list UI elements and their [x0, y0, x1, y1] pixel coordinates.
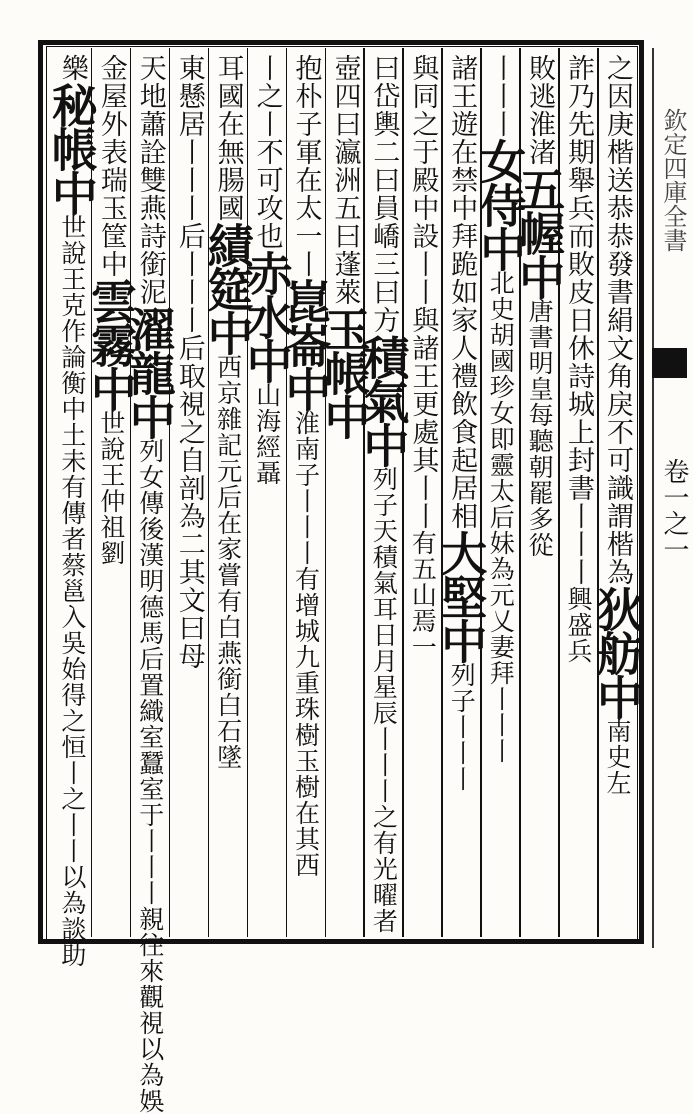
- body-text: 敗逃淮渚: [524, 54, 556, 166]
- body-text: 丨丨丨: [485, 54, 517, 138]
- body-text: 金屋外表瑞玉筐中: [95, 54, 127, 278]
- text-column: [122, 54, 177, 1114]
- fishtail-mark: [652, 348, 687, 378]
- entry-heading: 狄舫中: [589, 586, 644, 718]
- body-text: 曰岱輿二曰員嶠三曰方: [368, 54, 400, 334]
- entry-heading: 濯龍中: [122, 306, 177, 438]
- annotation-text: 興盛兵: [564, 586, 594, 664]
- annotation-text: 山海經聶: [252, 382, 282, 486]
- body-text: 諸王遊在禁中拜跪如家人禮飲食起居相: [446, 54, 478, 530]
- side-margin: [652, 48, 687, 948]
- entry-heading: 女侍中: [473, 138, 528, 270]
- body-text: 東懸居丨丨丨后丨丨丨后取視之自剖為二其文曰母: [173, 54, 205, 670]
- body-text: 與同之于殿中設丨丨與諸王更處其丨丨: [407, 54, 439, 530]
- annotation-text: 南史左: [602, 718, 632, 796]
- text-column: [403, 54, 440, 934]
- annotation-text: 列子丨丨丨: [447, 662, 477, 792]
- body-text: 耳國在無腸國: [212, 54, 244, 222]
- entry-heading: 大堅中: [434, 530, 489, 662]
- body-text: 壺四曰瀛洲五曰蓬萊: [329, 54, 361, 306]
- annotation-text: 唐書明皇每聽朝罷多從: [525, 298, 555, 558]
- text-column: [317, 54, 372, 934]
- text-column: [589, 54, 644, 934]
- text-column: [200, 54, 255, 934]
- book-title-fragment: 欽定四庫全書: [659, 108, 687, 252]
- text-column: [356, 54, 411, 934]
- entry-heading: 積氣中: [356, 334, 411, 466]
- body-text: 抱朴子軍在太一丨: [290, 54, 322, 278]
- body-text: 天地蕭詮雙燕詩銜泥: [134, 54, 166, 306]
- text-column: [44, 54, 99, 968]
- entry-heading: 玉帳中: [317, 306, 372, 438]
- annotation-text: 列女傳後漢明德馬后置織室蠶室于丨丨丨親往來觀視以為娛: [135, 438, 165, 1114]
- text-column: [434, 54, 489, 934]
- body-text: 詐乃先期舉兵而敗皮日休詩城上封書丨丨丨: [563, 54, 595, 586]
- annotation-text: 世說王克作論衡中土未有傳者蔡邕入吳始得之恒丨之丨丨以為談助: [57, 214, 87, 968]
- text-column: [170, 54, 207, 934]
- entry-heading: 崑崙中: [278, 278, 333, 410]
- entry-heading: 績筵中: [200, 222, 255, 354]
- body-text: 丨之丨不可攻也: [251, 54, 283, 250]
- entry-heading: 秘帳中: [44, 82, 99, 214]
- annotation-text: 列子天積氣耳日月星辰丨丨丨之有光曜者: [369, 466, 399, 934]
- entry-heading: 雲霧中: [83, 278, 138, 410]
- annotation-text: 淮南子丨丨丨有增城九重珠樹玉樹在其西: [291, 410, 321, 878]
- annotation-text: 有五山焉一: [408, 530, 438, 660]
- margin-edge: [652, 48, 654, 948]
- text-column: [278, 54, 333, 934]
- annotation-text: 北史胡國珍女即靈太后妹為元乂妻拜丨丨丨: [486, 270, 516, 764]
- volume-label: 卷一之一: [659, 458, 689, 562]
- entry-heading: 五幄中: [512, 166, 567, 298]
- text-column: [473, 54, 528, 934]
- body-text: 之因庚楷送恭恭發書絹文角戾不可識謂楷為: [601, 54, 633, 586]
- annotation-text: 世說王仲祖劉: [96, 410, 126, 566]
- entry-heading: 赤水中: [239, 250, 294, 382]
- body-text: 樂: [56, 54, 88, 82]
- annotation-text: 西京雜記元后在家嘗有白燕銜白石墜: [213, 354, 243, 770]
- text-column: [239, 54, 294, 934]
